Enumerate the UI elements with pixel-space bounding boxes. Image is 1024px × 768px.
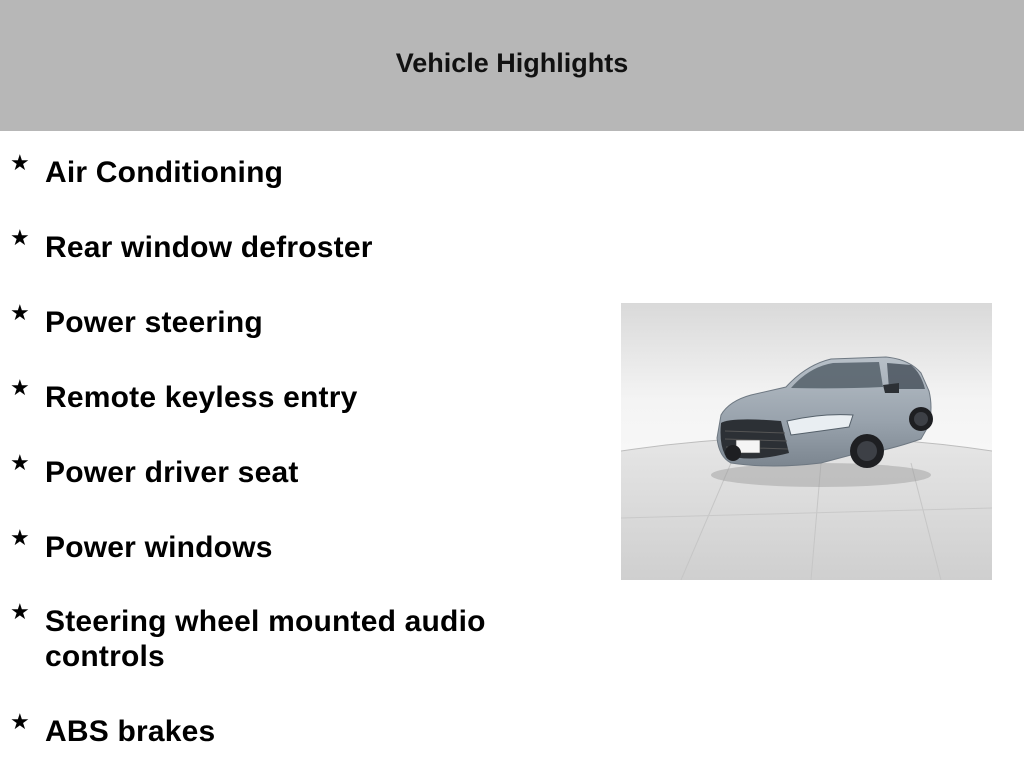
feature-label: Remote keyless entry [45, 381, 358, 414]
vehicle-photo [621, 303, 992, 580]
feature-label: Rear window defroster [45, 231, 373, 264]
feature-label: Power steering [45, 306, 263, 339]
page-title: Vehicle Highlights [395, 48, 629, 78]
star-icon: ★ [10, 226, 30, 251]
star-icon: ★ [10, 710, 30, 735]
feature-label: Power windows [45, 531, 273, 564]
feature-label: Air Conditioning [45, 156, 284, 189]
star-icon: ★ [10, 451, 30, 476]
feature-label: ABS brakes [45, 715, 216, 748]
feature-label: Steering wheel mounted audio controls [45, 605, 486, 673]
star-icon: ★ [10, 376, 30, 401]
star-icon: ★ [10, 600, 30, 625]
star-icon: ★ [10, 526, 30, 551]
star-icon: ★ [10, 151, 30, 176]
header-bar [0, 0, 1024, 131]
feature-label: Power driver seat [45, 456, 299, 489]
star-icon: ★ [10, 301, 30, 326]
